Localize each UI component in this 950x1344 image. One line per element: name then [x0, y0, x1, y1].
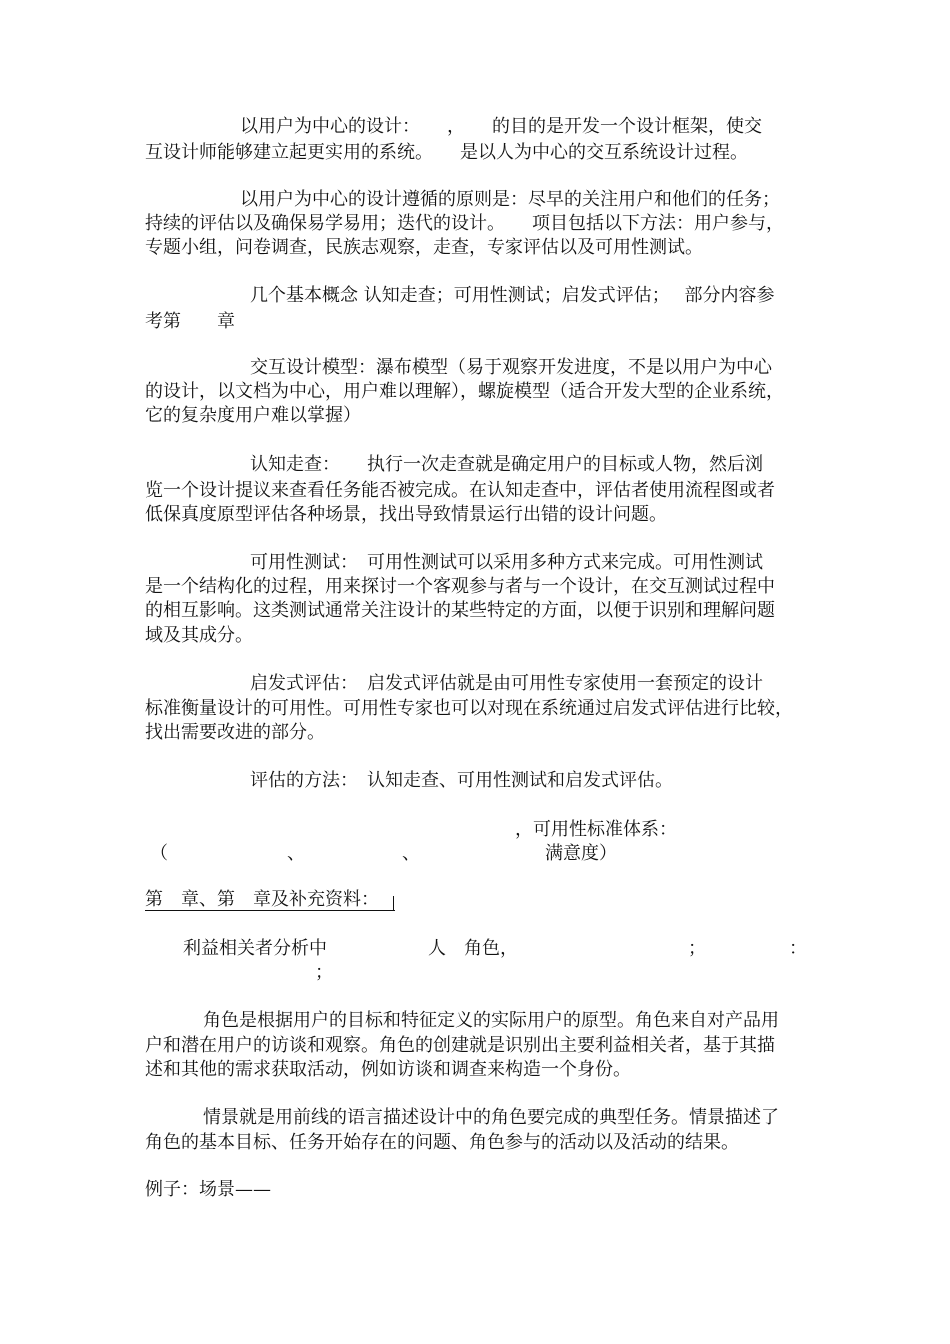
heading-underline	[145, 910, 395, 911]
p1-line1: 以用户为中心的设计： ， 的目的是开发一个设计框架，使交	[240, 116, 762, 137]
p9-standards: ，可用性标准体系：	[515, 819, 677, 840]
p10-semicolon-1: ；	[688, 938, 706, 959]
section-heading: 第 章、第 章及补充资料：	[145, 889, 379, 910]
p4-line2: 的设计，以文档为中心，用户难以理解），螺旋模型（适合开发大型的企业系统，	[145, 381, 784, 402]
p12-line2: 角色的基本目标、任务开始存在的问题、角色参与的活动以及活动的结果。	[145, 1132, 739, 1153]
p3-line2: 考第 章	[145, 311, 235, 332]
p9-sep-1: 、	[287, 843, 305, 864]
p11-line1: 角色是根据用户的目标和特征定义的实际用户的原型。角色来自对产品用	[203, 1010, 779, 1031]
p9-satisfaction: 满意度）	[545, 843, 617, 864]
p2-line1: 以用户为中心的设计遵循的原则是：尽早的关注用户和他们的任务；	[240, 189, 780, 210]
p10-semicolon-2: ；	[315, 962, 333, 983]
p5-line3: 低保真度原型评估各种场景，找出导致情景运行出错的设计问题。	[145, 504, 667, 525]
p10-colon: ：	[789, 938, 807, 959]
p6-line2: 是一个结构化的过程，用来探讨一个客观参与者与一个设计，在交互测试过程中	[145, 576, 775, 597]
example-label: 例子：场景——	[145, 1179, 271, 1200]
p8-line1: 评估的方法： 认知走查、可用性测试和启发式评估。	[250, 770, 673, 791]
p2-line2: 持续的评估以及确保易学易用；迭代的设计。 项目包括以下方法：用户参与，	[145, 213, 784, 234]
p10-roles: 人 角色，	[428, 938, 518, 959]
heading-underline-tick	[393, 896, 394, 911]
p7-line3: 找出需要改进的部分。	[145, 722, 325, 743]
p12-line1: 情景就是用前线的语言描述设计中的角色要完成的典型任务。情景描述了	[203, 1107, 779, 1128]
p6-line4: 域及其成分。	[145, 625, 253, 646]
p5-line2: 览一个设计提议来查看任务能否被完成。在认知走查中，评估者使用流程图或者	[145, 480, 775, 501]
p10-stakeholder: 利益相关者分析中	[183, 938, 327, 959]
p9-open-paren: （	[150, 843, 168, 864]
p4-line3: 它的复杂度用户难以掌握）	[145, 405, 361, 426]
p9-sep-2: 、	[402, 843, 420, 864]
p11-line3: 述和其他的需求获取活动，例如访谈和调查来构造一个身份。	[145, 1059, 631, 1080]
p7-line1: 启发式评估： 启发式评估就是由可用性专家使用一套预定的设计	[250, 673, 763, 694]
p6-line1: 可用性测试： 可用性测试可以采用多种方式来完成。可用性测试	[250, 552, 763, 573]
p11-line2: 户和潜在用户的访谈和观察。角色的创建就是识别出主要利益相关者，基于其描	[145, 1035, 775, 1056]
p1-line2: 互设计师能够建立起更实用的系统。 是以人为中心的交互系统设计过程。	[145, 142, 748, 163]
p2-line3: 专题小组，问卷调查，民族志观察，走查，专家评估以及可用性测试。	[145, 237, 703, 258]
p7-line2: 标准衡量设计的可用性。可用性专家也可以对现在系统通过启发式评估进行比较，	[145, 698, 793, 719]
p3-line1: 几个基本概念 认知走查；可用性测试；启发式评估； 部分内容参	[250, 285, 775, 306]
p4-line1: 交互设计模型：瀑布模型（易于观察开发进度，不是以用户为中心	[250, 357, 772, 378]
p6-line3: 的相互影响。这类测试通常关注设计的某些特定的方面，以便于识别和理解问题	[145, 600, 775, 621]
p5-line1: 认知走查： 执行一次走查就是确定用户的目标或人物，然后浏	[250, 454, 763, 475]
